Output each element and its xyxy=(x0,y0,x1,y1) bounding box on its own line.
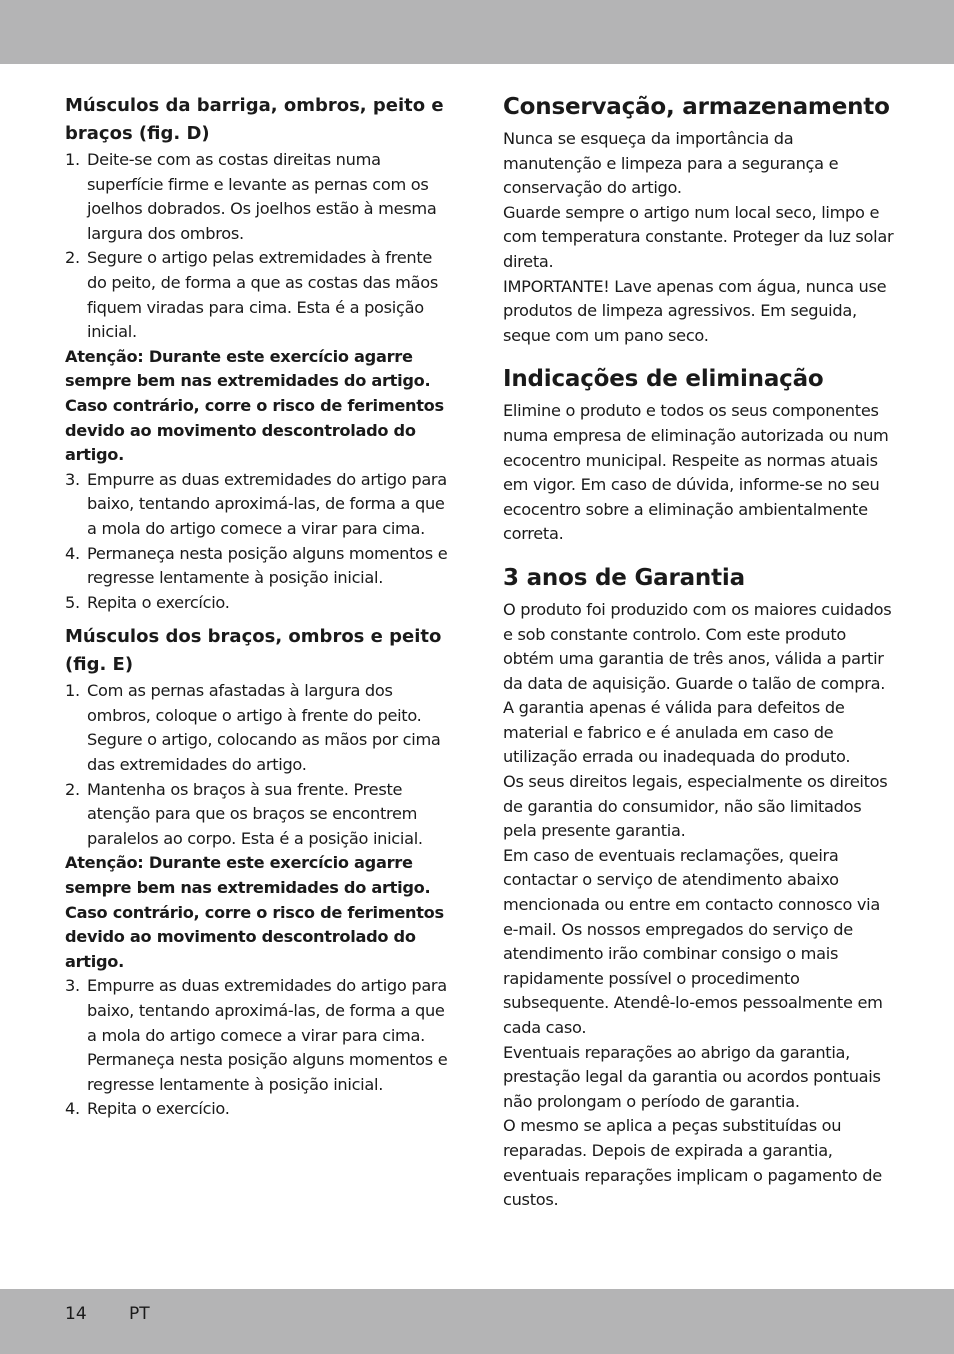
list-item xyxy=(65,974,455,1097)
list-item xyxy=(65,679,455,777)
step-number: 2. xyxy=(65,779,80,799)
page-number: 14 xyxy=(65,1304,87,1324)
steps-list xyxy=(65,974,455,1122)
step-number: 4. xyxy=(65,1099,80,1119)
section-heading-arms: Músculos dos braços, ombros e peito (fig. E) xyxy=(65,626,442,676)
paragraph: IMPORTANTE! Lave apenas com água, nunca use produtos de limpeza agressivos. Em seguida, seque com um pano seco. xyxy=(503,276,887,345)
list-item xyxy=(65,246,455,344)
list-item xyxy=(65,778,455,852)
paragraph: Em caso de eventuais reclamações, queira contactar o serviço de atendimento abaixo mencionada ou entre em contacto connosco via e-mail. Os nossos empregados do serviço de atendimento irão combinar consigo o mais rapidamente possível o procedimento subsequente. Atendê-lo-emos pessoalmente em cada caso. xyxy=(503,845,883,1037)
language-code: PT xyxy=(129,1304,150,1324)
list-item xyxy=(65,148,455,246)
paragraph: Guarde sempre o artigo num local seco, limpo e com temperatura constante. Proteger da luz solar direta. xyxy=(503,202,894,271)
header-band xyxy=(0,0,954,64)
steps-list xyxy=(65,679,455,851)
step-text: Permaneça nesta posição alguns momentos e regresse lentamente à posição inicial. xyxy=(87,543,448,588)
step-number: 3. xyxy=(65,469,80,489)
paragraph: Eventuais reparações ao abrigo da garantia, prestação legal da garantia ou acordos pontuais não prolongam o período de garantia. xyxy=(503,1042,881,1111)
list-item xyxy=(65,542,455,591)
step-number: 3. xyxy=(65,976,80,996)
step-text: Com as pernas afastadas à largura dos ombros, coloque o artigo à frente do peito. Segure o artigo, colocando as mãos por cima das extremidades do artigo. xyxy=(87,681,441,775)
list-item xyxy=(65,591,455,616)
right-column xyxy=(503,92,895,1213)
paragraph: O mesmo se aplica a peças substituídas ou reparadas. Depois de expirada a garantia, eventuais reparações implicam o pagamento de custos. xyxy=(503,1116,882,1210)
section-heading-conservation: Conservação, armazenamento xyxy=(503,94,890,120)
list-item xyxy=(65,468,455,542)
step-text: Mantenha os braços à sua frente. Preste atenção para que os braços se encontrem paralelos ao corpo. Esta é a posição inicial. xyxy=(87,779,423,848)
steps-list xyxy=(65,148,455,345)
paragraph: O produto foi produzido com os maiores cuidados e sob constante controlo. Com este produto obtém uma garantia de três anos, válida a partir da data de aquisição. Guarde o talão de compra. xyxy=(503,599,892,693)
step-number: 2. xyxy=(65,248,80,268)
warning-text: Atenção: Durante este exercício agarre sempre bem nas extremidades do artigo. Caso contrário, corre o risco de ferimentos devido ao movimento descontrolado do artigo. xyxy=(65,853,444,971)
step-number: 1. xyxy=(65,681,80,701)
step-number: 1. xyxy=(65,150,80,169)
step-text: Deite-se com as costas direitas numa superfície firme e levante as pernas com os joelhos dobrados. Os joelhos estão à mesma largura dos ombros. xyxy=(87,150,437,243)
paragraph: A garantia apenas é válida para defeitos de material e fabrico e é anulada em caso de utilização errada ou inadequada do produto. xyxy=(503,698,851,767)
step-text: Repita o exercício. xyxy=(87,592,230,612)
section-heading-abdominal: Músculos da barriga, ombros, peito e braços (fig. D) xyxy=(65,95,444,144)
paragraph: Os seus direitos legais, especialmente os direitos de garantia do consumidor, não são limitados pela presente garantia. xyxy=(503,772,888,841)
step-text: Segure o artigo pelas extremidades à frente do peito, de forma a que as costas das mãos fiquem viradas para cima. Esta é a posição inicial. xyxy=(87,248,438,342)
list-item xyxy=(65,1097,455,1122)
step-text: Empurre as duas extremidades do artigo para baixo, tentando aproximá-las, de forma a que a mola do artigo comece a virar para cima. Permaneça nesta posição alguns momentos e regresse lentamente à posição inicial. xyxy=(87,976,448,1094)
section-heading-warranty: 3 anos de Garantia xyxy=(503,564,745,591)
paragraph: Elimine o produto e todos os seus componentes numa empresa de eliminação autorizada ou num ecocentro municipal. Respeite as normas atuais em vigor. Em caso de dúvida, informe-se no seu ecocentro sobre a eliminação ambientalmente correta. xyxy=(503,401,889,544)
step-text: Repita o exercício. xyxy=(87,1099,230,1119)
paragraph: Nunca se esqueça da importância da manutenção e limpeza para a segurança e conservação do artigo. xyxy=(503,129,839,198)
steps-list xyxy=(65,468,455,616)
step-text: Empurre as duas extremidades do artigo para baixo, tentando aproximá-las, de forma a que a mola do artigo comece a virar para cima. xyxy=(87,469,447,538)
left-column xyxy=(65,92,455,1122)
step-number: 5. xyxy=(65,592,80,612)
warning-text: Atenção: Durante este exercício agarre sempre bem nas extremidades do artigo. Caso contrário, corre o risco de ferimentos devido ao movimento descontrolado do artigo. xyxy=(65,346,444,465)
section-heading-disposal: Indicações de eliminação xyxy=(503,366,824,393)
step-number: 4. xyxy=(65,543,80,563)
